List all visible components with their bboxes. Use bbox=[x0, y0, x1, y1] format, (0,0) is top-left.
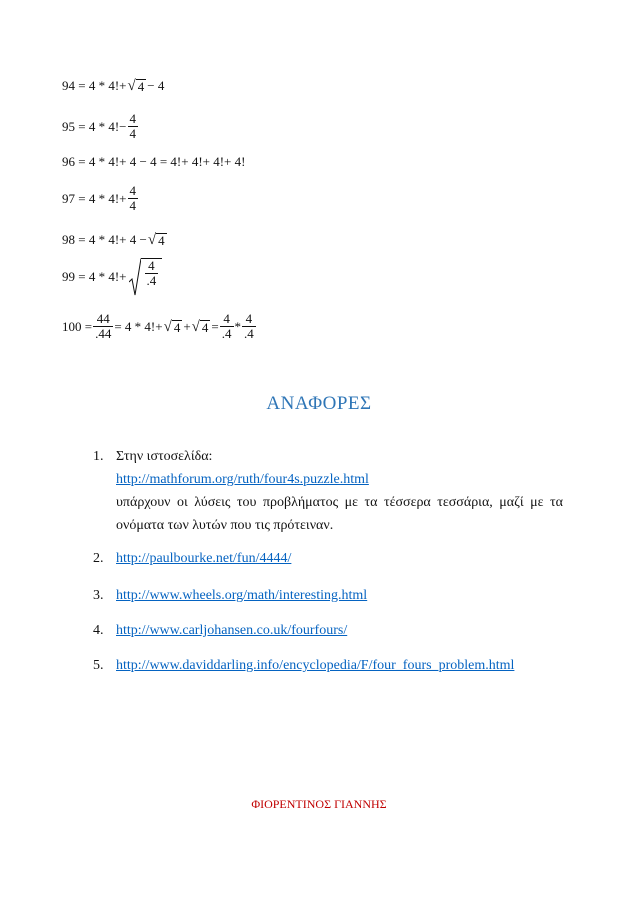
reference-label: Στην ιστοσελίδα: bbox=[116, 449, 213, 464]
equation-tail: − 4 bbox=[147, 78, 165, 93]
equation-98 bbox=[62, 232, 168, 248]
footer-author: ΦΙΟΡΕΝΤΙΝΟΣ ΓΙΑΝΝΗΣ bbox=[251, 797, 387, 811]
denominator: .4 bbox=[221, 326, 232, 341]
equation-lhs: 99 = 4 * 4!+ bbox=[62, 269, 127, 284]
square-root: √ 4 bbox=[191, 318, 209, 335]
equation-94 bbox=[62, 78, 164, 94]
equation-95 bbox=[62, 112, 139, 141]
equation-99 bbox=[62, 258, 162, 296]
equation-97 bbox=[62, 184, 139, 213]
numerator: 4 bbox=[148, 258, 155, 273]
denominator: 4 bbox=[129, 126, 136, 141]
reference-item-5 bbox=[93, 656, 514, 676]
square-root: √ 4 bbox=[147, 232, 165, 248]
numerator: 4 bbox=[129, 183, 136, 198]
reference-url[interactable]: http://www.wheels.org/math/interesting.html bbox=[116, 588, 368, 603]
list-number: 2. bbox=[93, 551, 104, 566]
fraction bbox=[242, 312, 256, 341]
equation-96 bbox=[62, 154, 245, 170]
fraction bbox=[128, 112, 139, 141]
numerator: 44 bbox=[96, 311, 110, 326]
reference-item-1 bbox=[93, 447, 212, 467]
numerator: 4 bbox=[245, 311, 253, 326]
equation-lhs: 95 = 4 * 4!− bbox=[62, 118, 127, 134]
reference-url[interactable]: http://paulbourke.net/fun/4444/ bbox=[116, 551, 292, 566]
section-heading: ΑΝΑΦΟΡΕΣ bbox=[266, 393, 372, 414]
fraction bbox=[220, 312, 234, 341]
fraction bbox=[145, 259, 159, 288]
reference-url[interactable]: http://mathforum.org/ruth/four4s.puzzle.html bbox=[116, 472, 369, 487]
reference-item-4 bbox=[93, 621, 347, 641]
square-root bbox=[129, 258, 163, 296]
equation-lhs: 100 = bbox=[62, 318, 93, 334]
equation-lhs: 98 = 4 * 4!+ 4 − bbox=[62, 232, 147, 247]
fraction bbox=[93, 312, 113, 341]
list-number: 3. bbox=[93, 588, 104, 603]
reference-url[interactable]: http://www.daviddarling.info/encyclopedia/F/four_fours_problem.html bbox=[116, 658, 515, 673]
radical-sign bbox=[129, 258, 141, 296]
radicand: 4 bbox=[173, 319, 181, 335]
square-root: √ 4 bbox=[127, 78, 145, 94]
denominator: .44 bbox=[95, 326, 112, 341]
radicand: 4 bbox=[158, 233, 165, 248]
times-sign: * bbox=[234, 318, 241, 334]
denominator: .4 bbox=[146, 273, 157, 288]
numerator: 4 bbox=[223, 311, 230, 326]
reference-url[interactable]: http://www.carljohansen.co.uk/fourfours/ bbox=[116, 623, 348, 638]
reference-note-line-1: υπάρχουν οι λύσεις του προβλήματος με τα τέσσερα τεσσάρια, μαζί με τα bbox=[116, 495, 563, 510]
equation-lhs: 94 = 4 * 4!+ bbox=[62, 78, 127, 93]
reference-item-2 bbox=[93, 549, 291, 569]
radicand: 4 bbox=[201, 319, 209, 335]
equation-text: 96 = 4 * 4!+ 4 − 4 = 4!+ 4!+ 4!+ 4! bbox=[62, 154, 246, 169]
equals-sign: = bbox=[211, 318, 219, 334]
plus-sign: + bbox=[183, 318, 191, 334]
reference-link-1[interactable] bbox=[116, 470, 369, 490]
radicand: 4 bbox=[137, 79, 145, 94]
denominator: .4 bbox=[244, 326, 254, 341]
equation-100 bbox=[62, 312, 257, 341]
denominator: 4 bbox=[129, 198, 136, 213]
equation-lhs: 97 = 4 * 4!+ bbox=[62, 190, 127, 206]
list-number: 4. bbox=[93, 623, 104, 638]
numerator: 4 bbox=[129, 111, 136, 126]
reference-item-3 bbox=[93, 586, 367, 606]
list-number: 1. bbox=[93, 449, 104, 464]
list-number: 5. bbox=[93, 658, 104, 673]
reference-note-line-2: ονόματα των λυτών που τις πρότειναν. bbox=[116, 518, 334, 533]
equation-mid: = 4 * 4!+ bbox=[114, 318, 163, 334]
fraction bbox=[128, 184, 139, 213]
square-root: √ 4 bbox=[163, 318, 181, 335]
